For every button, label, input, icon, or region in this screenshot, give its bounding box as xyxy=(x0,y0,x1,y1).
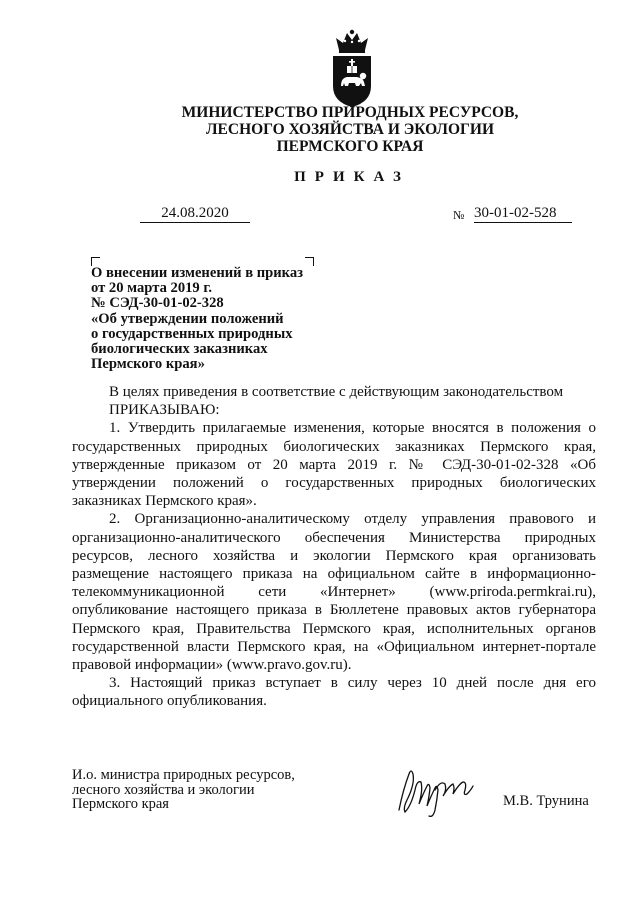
subject-line: от 20 марта 2019 г. xyxy=(91,280,212,297)
signatory-position xyxy=(72,768,295,812)
perm-krai-coat-of-arms-icon xyxy=(327,28,377,108)
signatory-name: М.В. Трунина xyxy=(503,793,589,809)
subject-line: О внесении изменений в приказ xyxy=(91,265,304,281)
preamble: В целях приведения в соответствие с действующим законодательством xyxy=(109,384,564,400)
subject-line: «Об утверждении положений xyxy=(91,310,284,327)
document-type-title: ПРИКАЗ xyxy=(294,169,410,185)
order-number: 30-01-02-528 xyxy=(474,205,572,223)
order-item-3: 3. Настоящий приказ вступает в силу через 10 дней после дня его официального опубликования. xyxy=(72,675,596,710)
number-sign: № xyxy=(453,208,465,222)
position-line: И.о. министра природных ресурсов, xyxy=(72,767,295,783)
ministry-line: МИНИСТЕРСТВО ПРИРОДНЫХ РЕСУРСОВ, xyxy=(181,104,519,121)
subject-line: Пермского края» xyxy=(91,356,205,373)
order-item-2: 2. Организационно-аналитическому отделу управления правового и организационно-аналитического обеспечения Министерства природных ресурсов, лесного хозяйства и экологии Пермского края организовать размещение настоящего приказа на официальном сайте в информационно-телекоммуникационной сети «Интернет» (www.priroda.permkrai.ru), опубликование настоящего приказа в Бюллетене правовых актов губернатора Пермского края, Правительства Пермского края, исполнительных органов государственной власти Пермского края, на «Официальном интернет-портале правовой информации» (www.pravo.gov.ru). xyxy=(72,511,596,674)
handwritten-signature xyxy=(393,760,475,820)
ministry-line: ПЕРМСКОГО КРАЯ xyxy=(276,138,424,155)
ministry-name xyxy=(160,104,540,155)
order-item-1: 1. Утвердить прилагаемые изменения, которые вносятся в положения о государственных природных биологических заказниках Пермского края, утвержденные приказом от 20 марта 2019 г. № СЭД-30-01-02-328 «Об утверждении положений о государственных природных биологических заказниках Пермского края». xyxy=(72,420,596,510)
subject-line: о государственных природных xyxy=(91,325,293,342)
ministry-line: ЛЕСНОГО ХОЗЯЙСТВА И ЭКОЛОГИИ xyxy=(205,121,495,138)
order-word: ПРИКАЗЫВАЮ: xyxy=(109,402,220,419)
subject-line: биологических заказниках xyxy=(91,341,268,358)
subject-corner-right xyxy=(305,257,314,266)
order-body xyxy=(72,383,596,711)
subject-line: № СЭД-30-01-02-328 xyxy=(91,295,224,312)
position-line: лесного хозяйства и экологии xyxy=(72,781,255,798)
order-date: 24.08.2020 xyxy=(140,205,250,223)
order-subject xyxy=(91,266,303,372)
position-line: Пермского края xyxy=(72,796,169,812)
